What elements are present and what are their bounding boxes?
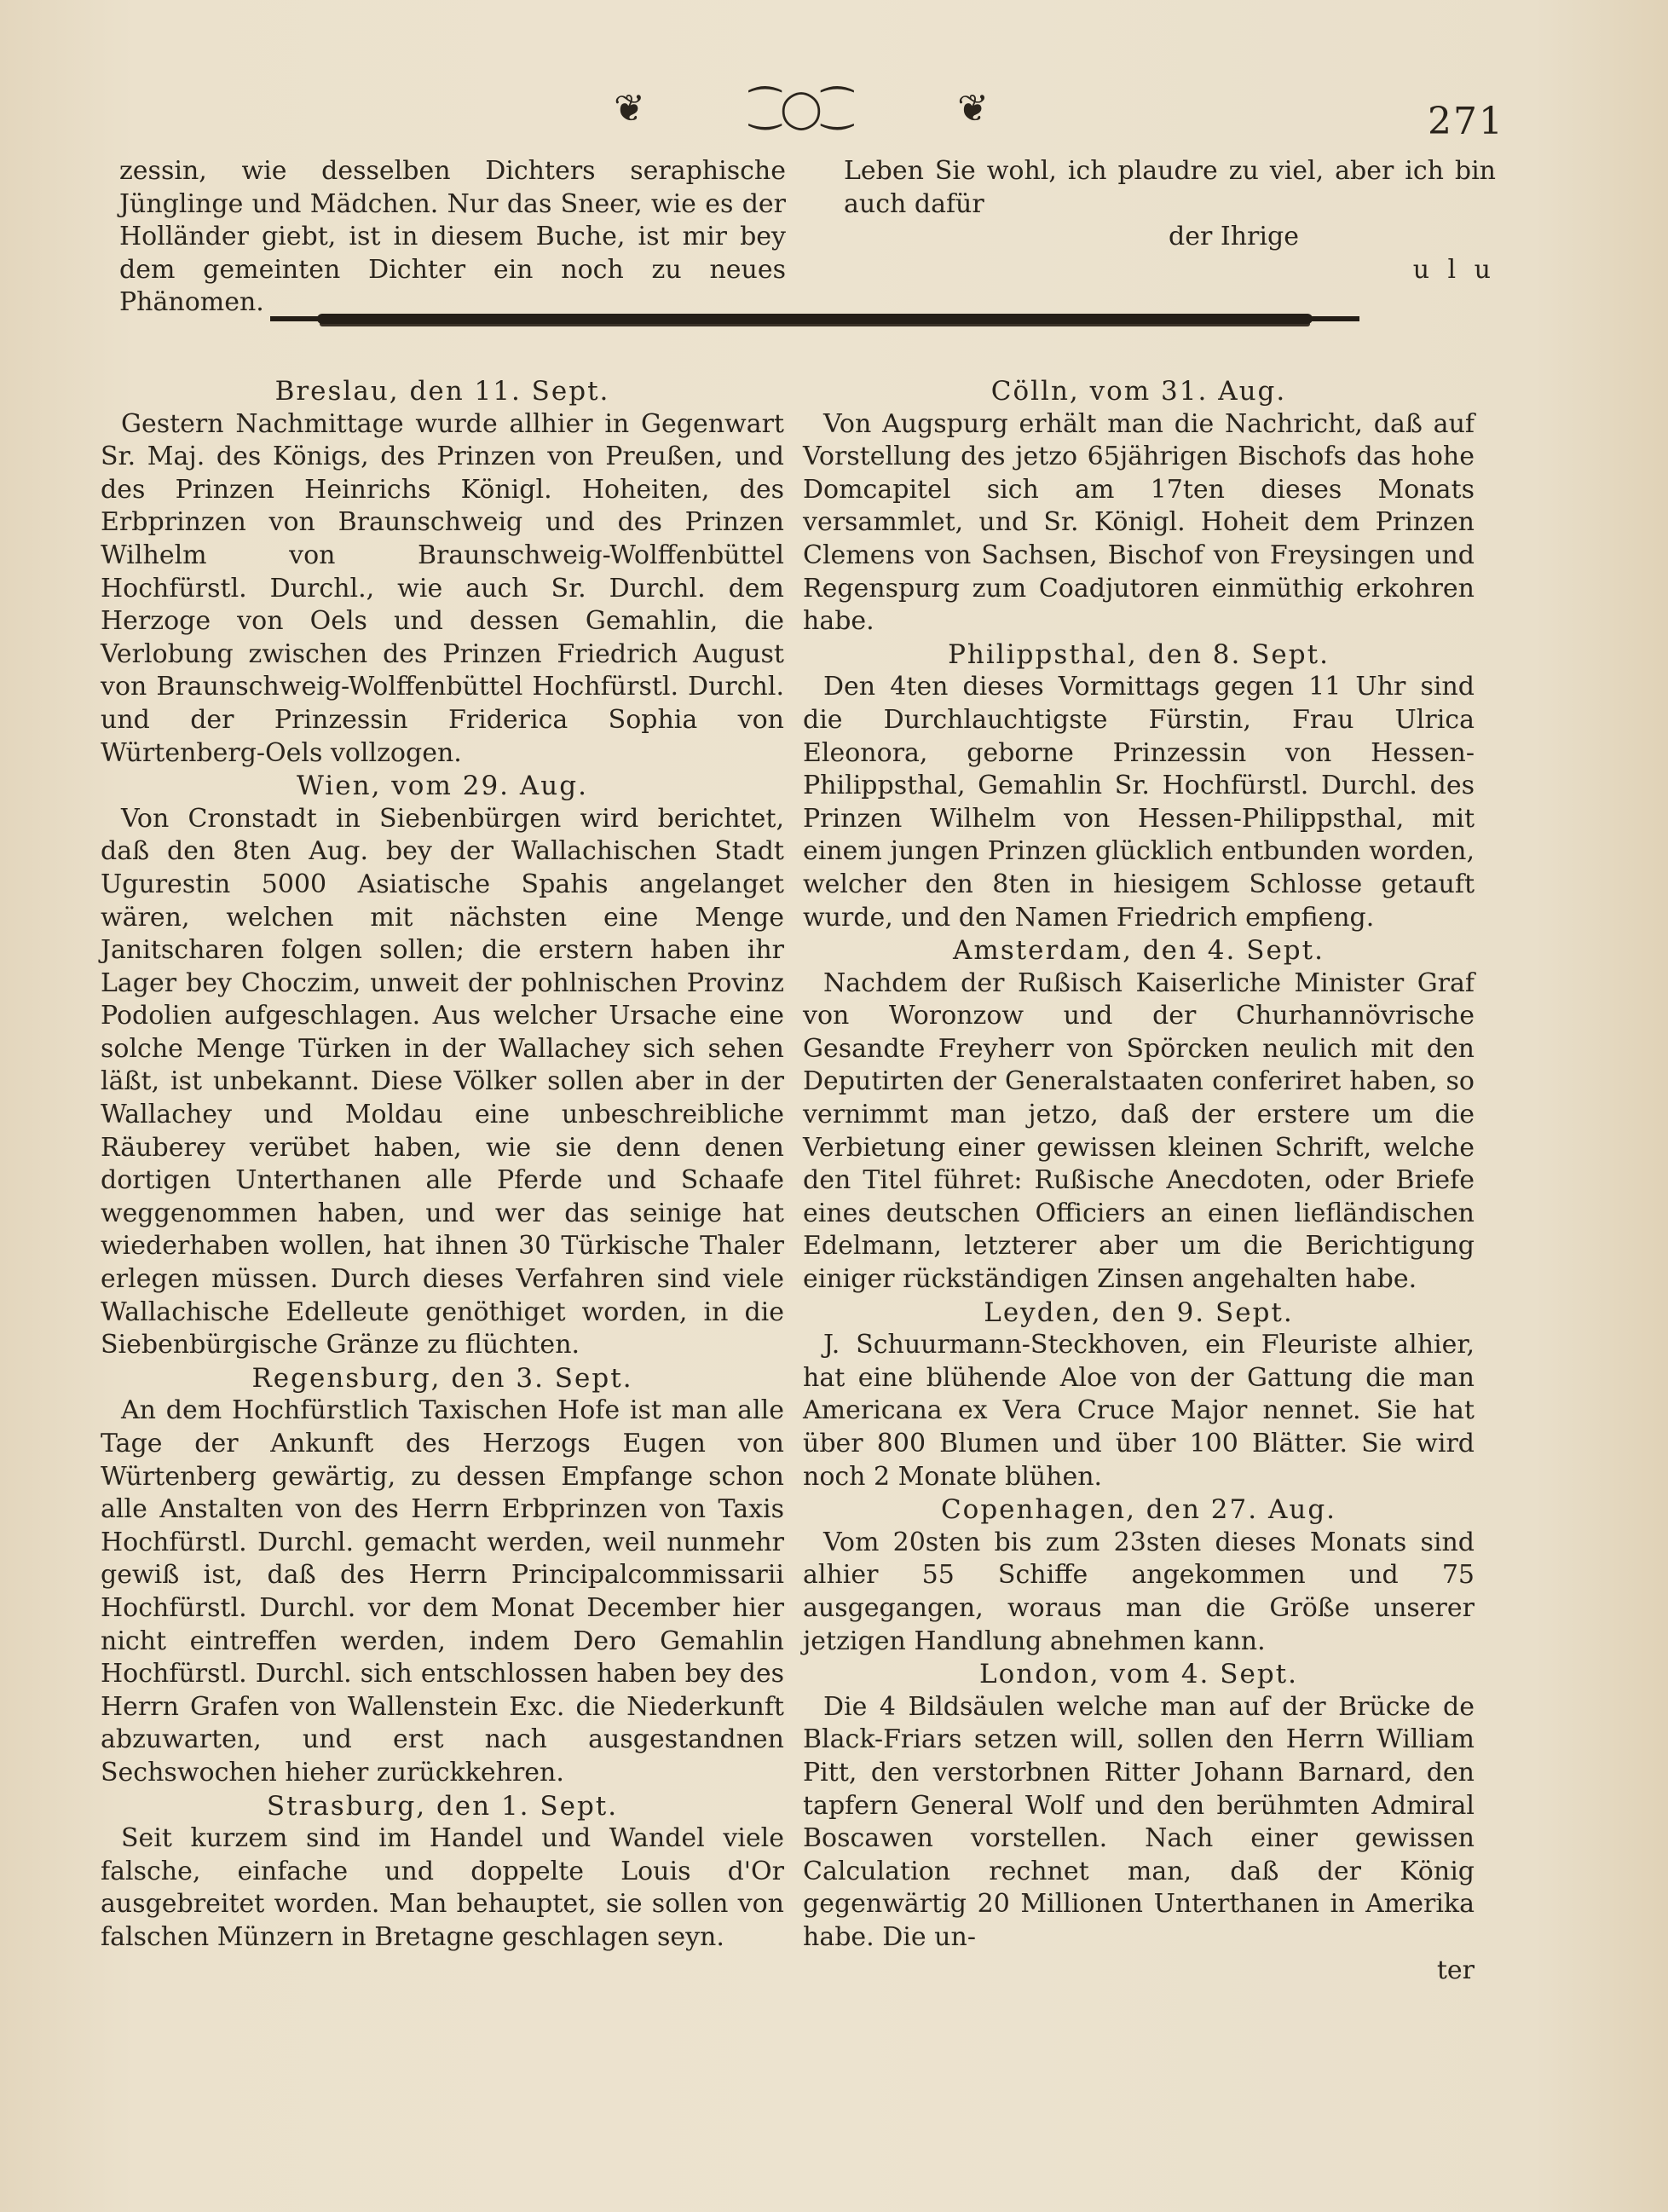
ornament-right-icon: ❦ xyxy=(957,86,989,130)
letter-closing: Leben Sie wohl, ich plaudre zu viel, aber ich bin auch dafür xyxy=(844,156,1496,219)
catchword: ter xyxy=(1436,1955,1475,1985)
section-divider-rule xyxy=(317,314,1313,324)
ornament-center-icon: ⁐◯⁐ xyxy=(750,86,852,130)
news-heading: Copenhagen, den 27. Aug. xyxy=(940,1494,1337,1526)
news-heading: Wien, vom 29. Aug. xyxy=(297,771,588,802)
news-body: Seit kurzem sind im Handel und Wandel viele falsche, einfache und doppelte Louis d'Or ausgebreitet worden. Man behauptet, sie sollen von falschen Münzern in Bretagne geschlagen seyn. xyxy=(101,1823,784,1952)
news-heading: Strasburg, den 1. Sept. xyxy=(266,1790,619,1822)
news-body: J. Schuurmann-Steckhoven, ein Fleuriste alhier, hat eine blühende Aloe von der Gattung die man Americana ex Vera Cruce Major nennet. Sie hat über 800 Blumen und über 100 Blätter. Sie wird noch 2 Monate blühen. xyxy=(803,1330,1475,1492)
header-ornament xyxy=(614,78,989,138)
ornament-left-icon: ❦ xyxy=(614,86,645,130)
news-heading: Amsterdam, den 4. Sept. xyxy=(953,935,1325,967)
signature-mark: u l u xyxy=(1412,254,1496,285)
left-news-column xyxy=(101,375,784,1955)
news-heading: Leyden, den 9. Sept. xyxy=(984,1297,1294,1328)
news-body: Von Augspurg erhält man die Nachricht, daß auf Vorstellung des jetzo 65jährigen Bischofs das hohe Domcapitel sich am 17ten dieses Monats versammlet, und Sr. Königl. Hoheit dem Prinzen Clemens von Sachsen, Bischof von Freysingen und Regenspurg zum Coadjutoren einmüthig erkohren habe. xyxy=(803,408,1475,637)
news-heading: Regensburg, den 3. Sept. xyxy=(251,1362,633,1394)
news-body: Vom 20sten bis zum 23sten dieses Monats sind alhier 55 Schiffe angekommen und 75 ausgegangen, woraus man die Größe unserer jetzigen Handlung abnehmen kann. xyxy=(803,1527,1475,1656)
top-left-text xyxy=(119,155,786,320)
letter-signature: der Ihrige xyxy=(1169,222,1299,252)
news-body: Gestern Nachmittage wurde allhier in Gegenwart Sr. Maj. des Königs, des Prinzen von Preußen, und des Prinzen Heinrichs Königl. Hoheiten, des Erbprinzen von Braunschweig und des Prinzen Wilhelm von Braunschweig-Wolffenbüttel Hochfürstl. Durchl., wie auch Sr. Durchl. dem Herzoge von Oels und dessen Gemahlin, die Verlobung zwischen des Prinzen Friedrich August von Braunschweig-Wolffenbüttel Hochfürstl. Durchl. und der Prinzessin Friderica Sophia von Würtenberg-Oels vollzogen. xyxy=(101,408,784,768)
continued-paragraph: zessin, wie desselben Dichters seraphische Jünglinge und Mädchen. Nur das Sneer, wie es der Holländer giebt, ist in diesem Buche, ist mir bey dem gemeinten Dichter ein noch zu neues Phänomen. xyxy=(119,156,786,318)
right-news-column xyxy=(803,375,1475,1987)
news-heading: London, vom 4. Sept. xyxy=(979,1659,1298,1690)
news-body: Die 4 Bildsäulen welche man auf der Brücke de Black-Friars setzen will, sollen den Herrn William Pitt, den verstorbnen Ritter Johann Barnard, den tapfern General Wolf und den berühmten Admiral Boscawen vorstellen. Nach einer gewissen Calculation rechnet man, daß der König gegenwärtig 20 Millionen Unterthanen in Amerika habe. Die un- xyxy=(803,1691,1475,1952)
news-heading: Cölln, vom 31. Aug. xyxy=(990,376,1287,407)
news-heading: Philippsthal, den 8. Sept. xyxy=(948,638,1330,670)
news-body: Von Cronstadt in Siebenbürgen wird berichtet, daß den 8ten Aug. bey der Wallachischen Stadt Ugurestin 5000 Asiatische Spahis angelanget wären, welchen mit nächsten eine Menge Janitscharen folgen sollen; die erstern haben ihr Lager bey Choczim, unweit der pohlnischen Provinz Podolien aufgeschlagen. Aus welcher Ursache eine solche Menge Türken in der Wallachey sich sehen läßt, ist unbekannt. Diese Völker sollen aber in der Wallachey und Moldau eine unbeschreibliche Räuberey verübet haben, wie sie denn denen dortigen Unterthanen alle Pferde und Schaafe weggenommen haben, und wer das seinige hat wiederhaben wollen, hat ihnen 30 Türkische Thaler erlegen müssen. Durch dieses Verfahren sind viele Wallachische Edelleute genöthiget worden, in die Siebenbürgische Gränze zu flüchten. xyxy=(101,803,784,1360)
page-number: 271 xyxy=(1428,100,1504,143)
top-right-letter-close xyxy=(844,155,1496,286)
news-body: An dem Hochfürstlich Taxischen Hofe ist man alle Tage der Ankunft des Herzogs Eugen von Würtenberg gewärtig, zu dessen Empfange schon alle Anstalten von des Herrn Erbprinzen von Taxis Hochfürstl. Durchl. gemacht werden, weil nunmehr gewiß ist, daß des Herrn Principalcommissarii Hochfürstl. Durchl. vor dem Monat December hier nicht eintreffen werden, indem Dero Gemahlin Hochfürstl. Durchl. sich entschlossen haben bey des Herrn Grafen von Wallenstein Exc. die Niederkunft abzuwarten, und erst nach ausgestandnen Sechswochen hieher zurückkehren. xyxy=(101,1395,784,1788)
news-body: Den 4ten dieses Vormittags gegen 11 Uhr sind die Durchlauchtigste Fürstin, Frau Ulrica Eleonora, geborne Prinzessin von Hessen-Philippsthal, Gemahlin Sr. Hochfürstl. Durchl. des Prinzen Wilhelm von Hessen-Philippsthal, mit einem jungen Prinzen glücklich entbunden worden, welcher den 8ten in hiesigem Schlosse getauft wurde, und den Namen Friedrich empfieng. xyxy=(803,672,1475,933)
news-heading: Breslau, den 11. Sept. xyxy=(274,376,610,407)
news-body: Nachdem der Rußisch Kaiserliche Minister Graf von Woronzow und der Churhannövrische Gesandte Freyherr von Spörcken neulich mit den Deputirten der Generalstaaten conferiret haben, so vernimmt man jetzo, daß der erstere um die Verbietung einer gewissen kleinen Schrift, welche den Titel führet: Rußische Anecdoten, oder Briefe eines deutschen Officiers an einen liefländischen Edelmann, letzterer aber um die Berichtigung einiger rückständigen Zinsen angehalten habe. xyxy=(803,967,1475,1295)
